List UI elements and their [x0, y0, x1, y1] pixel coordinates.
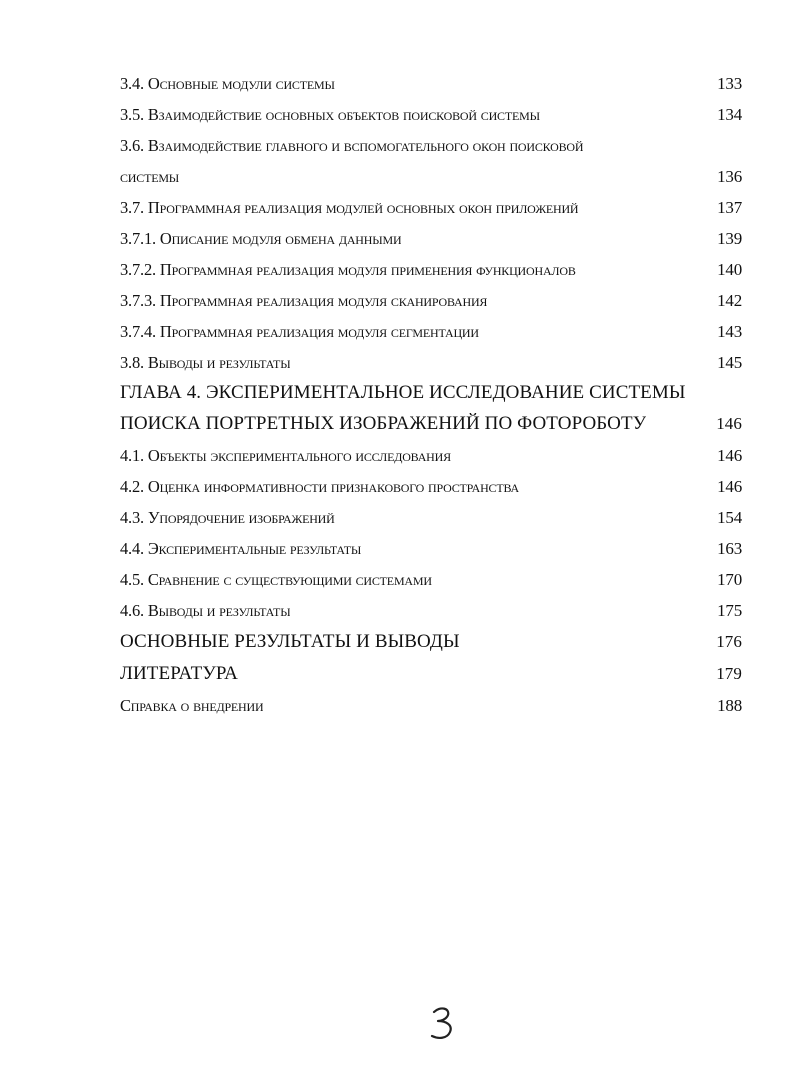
toc-entry: 4.6. Выводы и результаты 175: [120, 601, 742, 620]
toc-entry: Справка о внедрении 188: [120, 696, 742, 715]
toc-entry: 4.5. Сравнение с существующими системами 170: [120, 570, 742, 589]
toc-entry: 4.1. Объекты экспериментального исследования 146: [120, 446, 742, 465]
toc-entry: 3.6. Взаимодействие главного и вспомогательного окон поисковой: [120, 136, 584, 155]
toc-entry: 3.7. Программная реализация модулей основных окон приложений 137: [120, 198, 742, 217]
toc-entry: 4.3. Упорядочение изображений 154: [120, 508, 742, 527]
toc-entry: системы 136: [120, 167, 742, 186]
handwritten-page-number: [424, 1002, 464, 1042]
toc-entry: 4.4. Экспериментальные результаты 163: [120, 539, 742, 558]
toc-chapter-heading: ОСНОВНЫЕ РЕЗУЛЬТАТЫ И ВЫВОДЫ 176: [120, 631, 742, 652]
toc-entry: 4.2. Оценка информативности признакового пространства 146: [120, 477, 742, 496]
toc-chapter-heading: ЛИТЕРАТУРА 179: [120, 663, 742, 684]
toc-entry: 3.8. Выводы и результаты 145: [120, 353, 742, 372]
toc-entry: 3.7.3. Программная реализация модуля сканирования 142: [120, 291, 742, 310]
toc-entry: 3.7.1. Описание модуля обмена данными 139: [120, 229, 742, 248]
toc-entry: 3.4. Основные модули системы 133: [120, 74, 742, 93]
toc-entry: 3.5. Взаимодействие основных объектов поисковой системы 134: [120, 105, 742, 124]
toc-entry: 3.7.4. Программная реализация модуля сегментации 143: [120, 322, 742, 341]
toc-chapter-heading: ГЛАВА 4. ЭКСПЕРИМЕНТАЛЬНОЕ ИССЛЕДОВАНИЕ СИСТЕМЫ: [120, 382, 686, 403]
toc-entry: 3.7.2. Программная реализация модуля применения функционалов 140: [120, 260, 742, 279]
toc-chapter-heading: ПОИСКА ПОРТРЕТНЫХ ИЗОБРАЖЕНИЙ ПО ФОТОРОБОТУ 146: [120, 413, 742, 434]
